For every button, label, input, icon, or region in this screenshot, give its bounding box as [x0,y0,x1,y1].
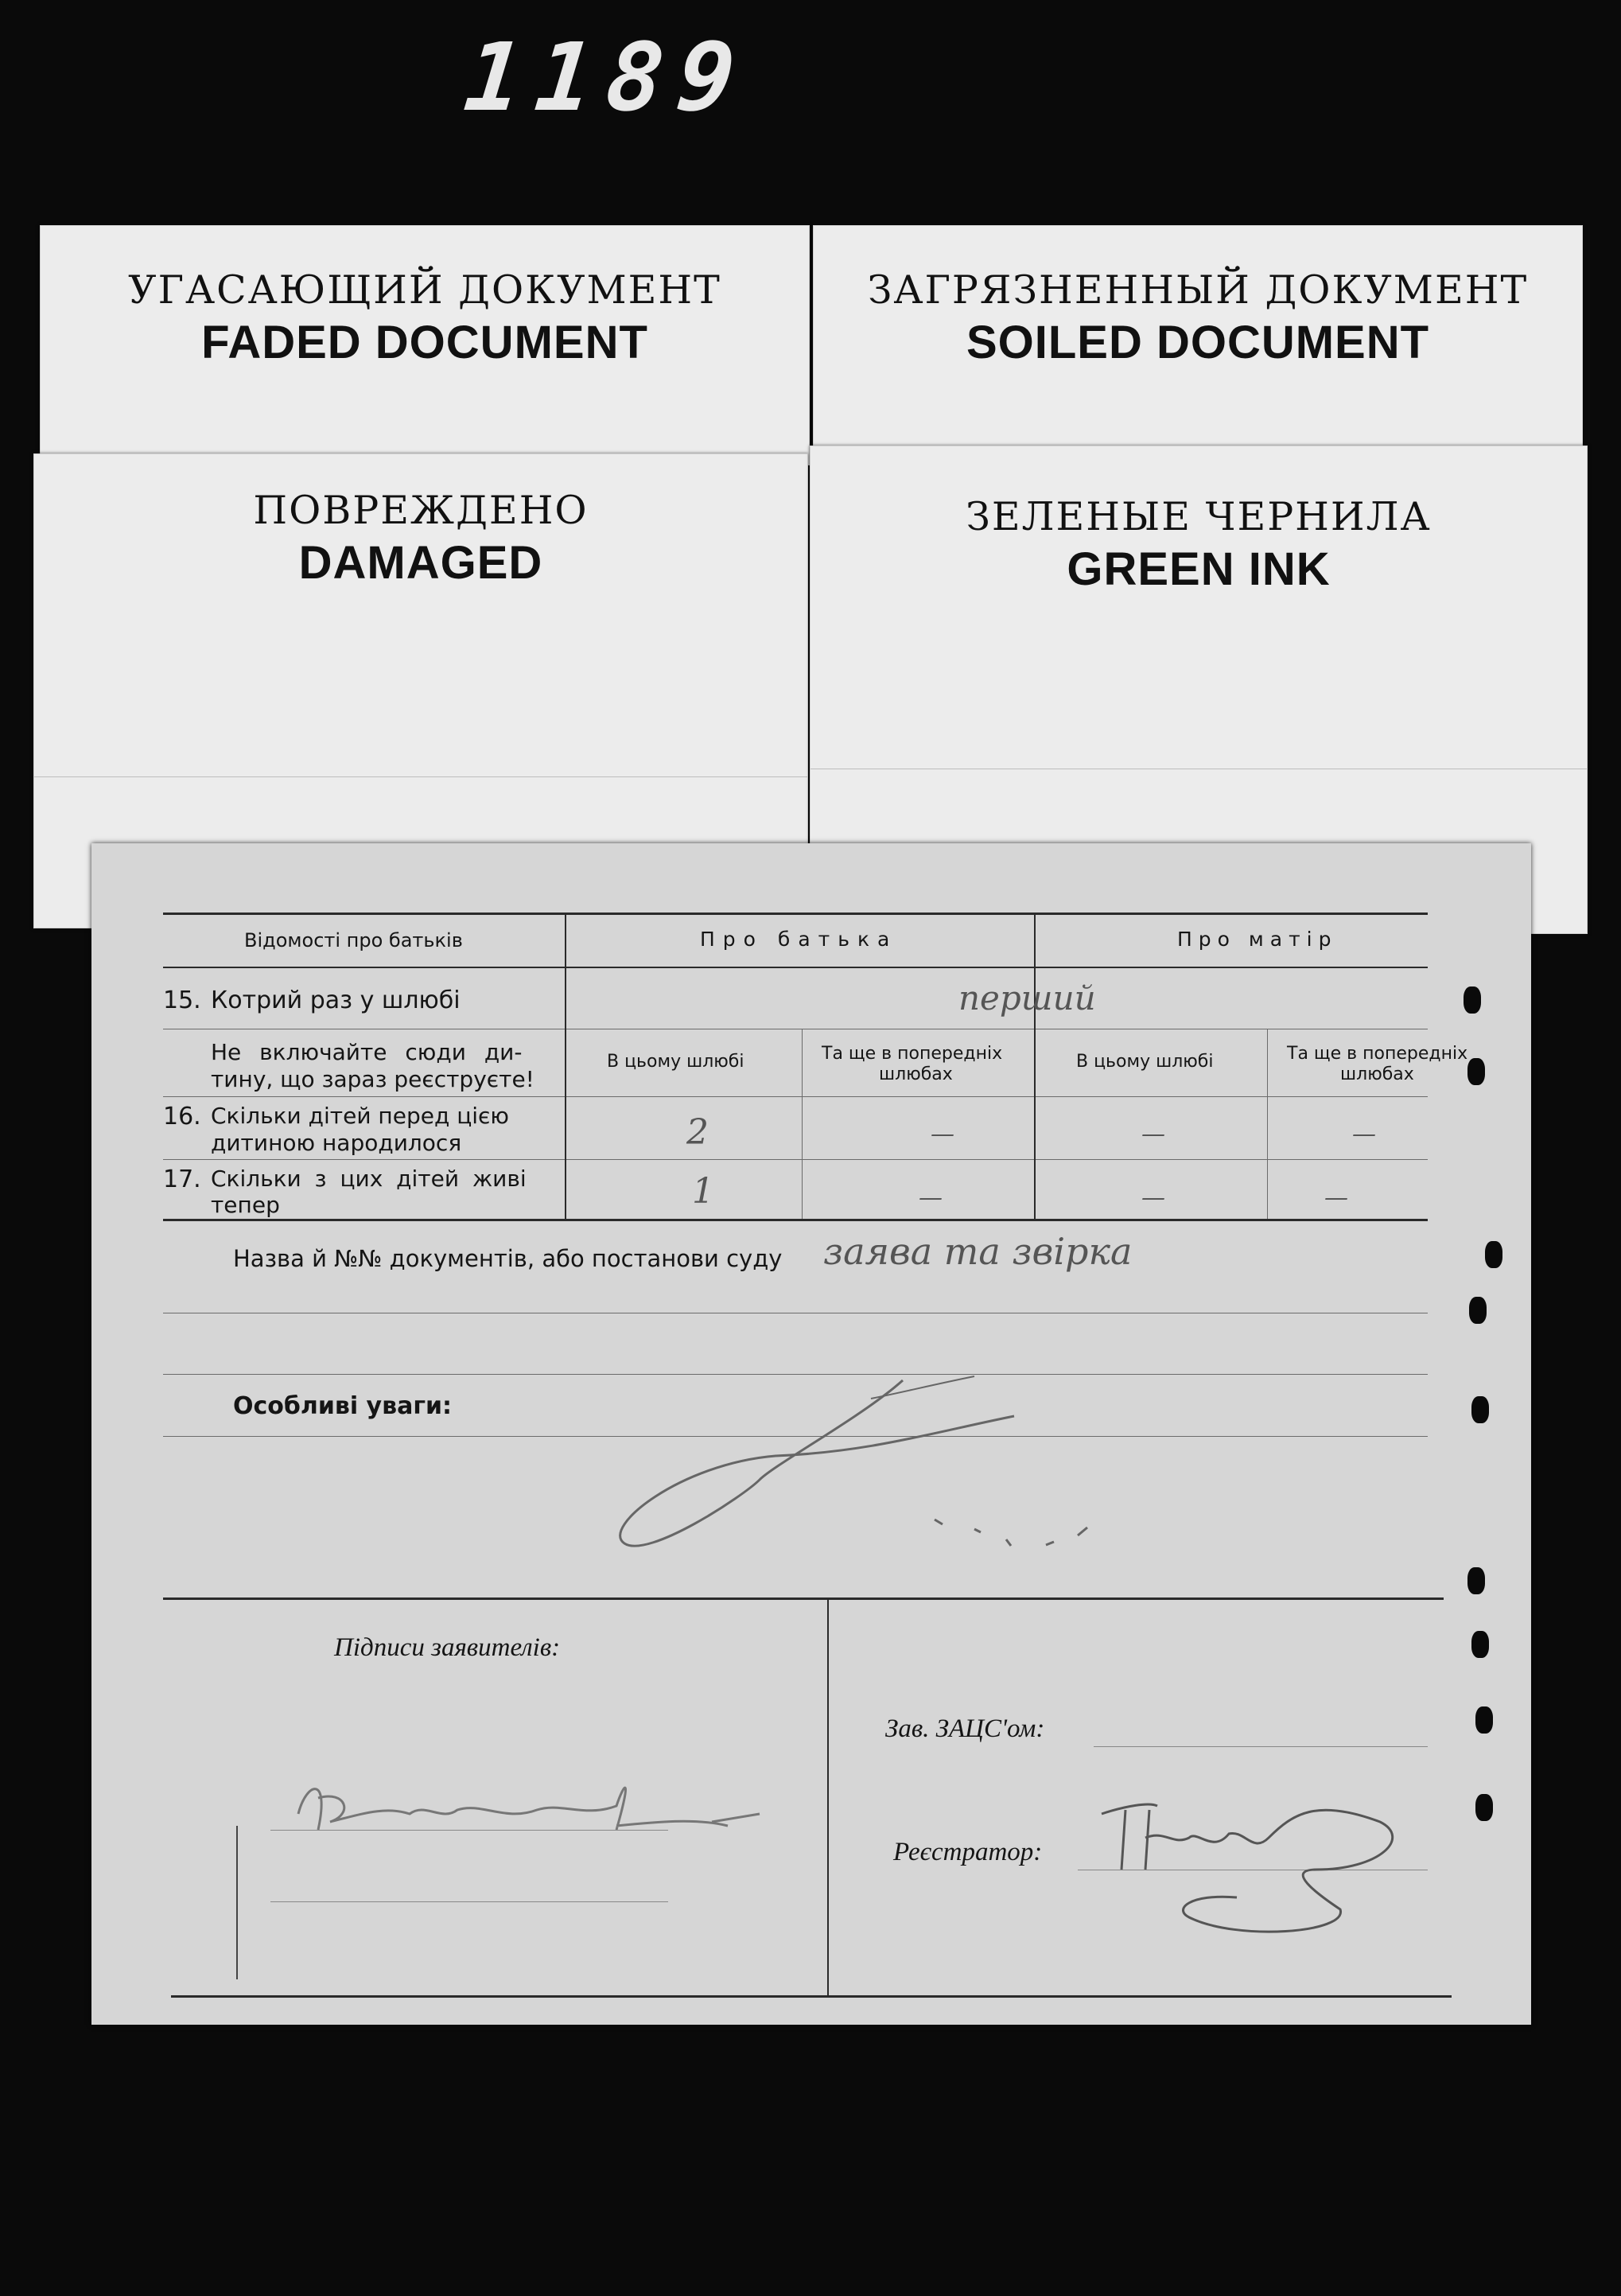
subheader-mother-this: В цьому шлюбі [1076,1052,1214,1072]
signature-box-bottom [171,1995,1452,1998]
row17-father-this: 1 [692,1171,714,1212]
row17-mother-prev: — [1324,1184,1348,1212]
row16-rule [163,1159,1428,1160]
subheader-father-this: В цьому шлюбі [607,1052,744,1072]
row16-father-this: 2 [686,1112,709,1153]
damaged-label-en: DAMAGED [298,537,543,589]
subheader-rule [163,1096,1428,1097]
registrar-label: Реєстратор: [893,1838,1043,1866]
row17-mother-this: — [1141,1184,1165,1212]
table-bottom-rule [163,1219,1428,1221]
subheader-father-prev-1: Та ще в попередніх [822,1044,1003,1064]
signature-box-divider [827,1597,829,1995]
row17-line1: Скільки з цих дітей живі [211,1166,527,1192]
head-sign-line [1094,1746,1428,1747]
signature-box-top [163,1597,1444,1600]
applicant-sign-line-2 [270,1901,668,1902]
header-rule [163,967,1428,968]
green-ink-label-en: GREEN INK [1067,543,1331,595]
soiled-label-en: SOILED DOCUMENT [966,317,1430,368]
applicant-signature [282,1766,776,1862]
damaged-label-ru: ПОВРЕЖДЕНО [253,488,589,533]
header-parents-info: Відомості про батьків [244,929,463,951]
subheader-father-prev-2: шлюбах [879,1064,953,1084]
remarks-flourish [601,1321,1316,1607]
header-about-mother: Про матір [1177,928,1338,951]
subheader-mother-prev-2: шлюбах [1340,1064,1414,1084]
col-divider-parents [1034,913,1036,1219]
faded-label-en: FADED DOCUMENT [201,317,648,368]
row17-number: 17. [163,1166,201,1193]
row15-label: Котрий раз у шлюбі [211,987,461,1014]
documents-value: заява та звірка [823,1230,1133,1273]
registrar-signature [1078,1782,1428,1941]
table-top-rule [163,913,1428,915]
frame-number: 1189 [459,22,755,132]
applicants-signatures-label: Підписи заявителів: [334,1633,561,1662]
row17-father-prev: — [919,1184,943,1212]
col-divider-label [565,913,566,1219]
note-line2: тину, що зараз реєструєте! [211,1066,535,1092]
row17-line2: тепер [211,1192,280,1218]
row15-father-value: перший [958,979,1096,1018]
row16-number: 16. [163,1103,201,1130]
row15-number: 15. [163,987,201,1014]
documents-label: Назва й №№ документів, або постанови суду [233,1245,783,1272]
row16-mother-this: — [1141,1120,1165,1148]
applicant-bracket [236,1826,238,1979]
col-divider-father [802,1029,803,1219]
card-crease [34,776,807,777]
head-of-office-label: Зав. ЗАЦС'ом: [885,1714,1045,1743]
row16-line2: дитиною народилося [211,1130,462,1156]
soiled-label-ru: ЗАГРЯЗНЕННЫЙ ДОКУМЕНТ [867,267,1529,313]
note-line1: Не включайте сюди ди- [211,1039,523,1065]
faded-label-ru: УГАСАЮЩИЙ ДОКУМЕНТ [128,267,721,313]
subheader-mother-prev-1: Та ще в попередніх [1287,1044,1468,1064]
green-ink-label-ru: ЗЕЛЕНЫЕ ЧЕРНИЛА [966,494,1432,539]
soiled-document-card [813,225,1583,465]
row16-father-prev: — [931,1120,954,1148]
remarks-label: Особливі уваги: [233,1392,453,1420]
col-divider-mother [1267,1029,1268,1219]
row16-mother-prev: — [1352,1120,1376,1148]
registration-form [91,843,1531,2025]
faded-document-card [40,225,810,465]
row16-line1: Скільки дітей перед цією [211,1103,509,1129]
header-about-father: Про батька [700,928,898,951]
